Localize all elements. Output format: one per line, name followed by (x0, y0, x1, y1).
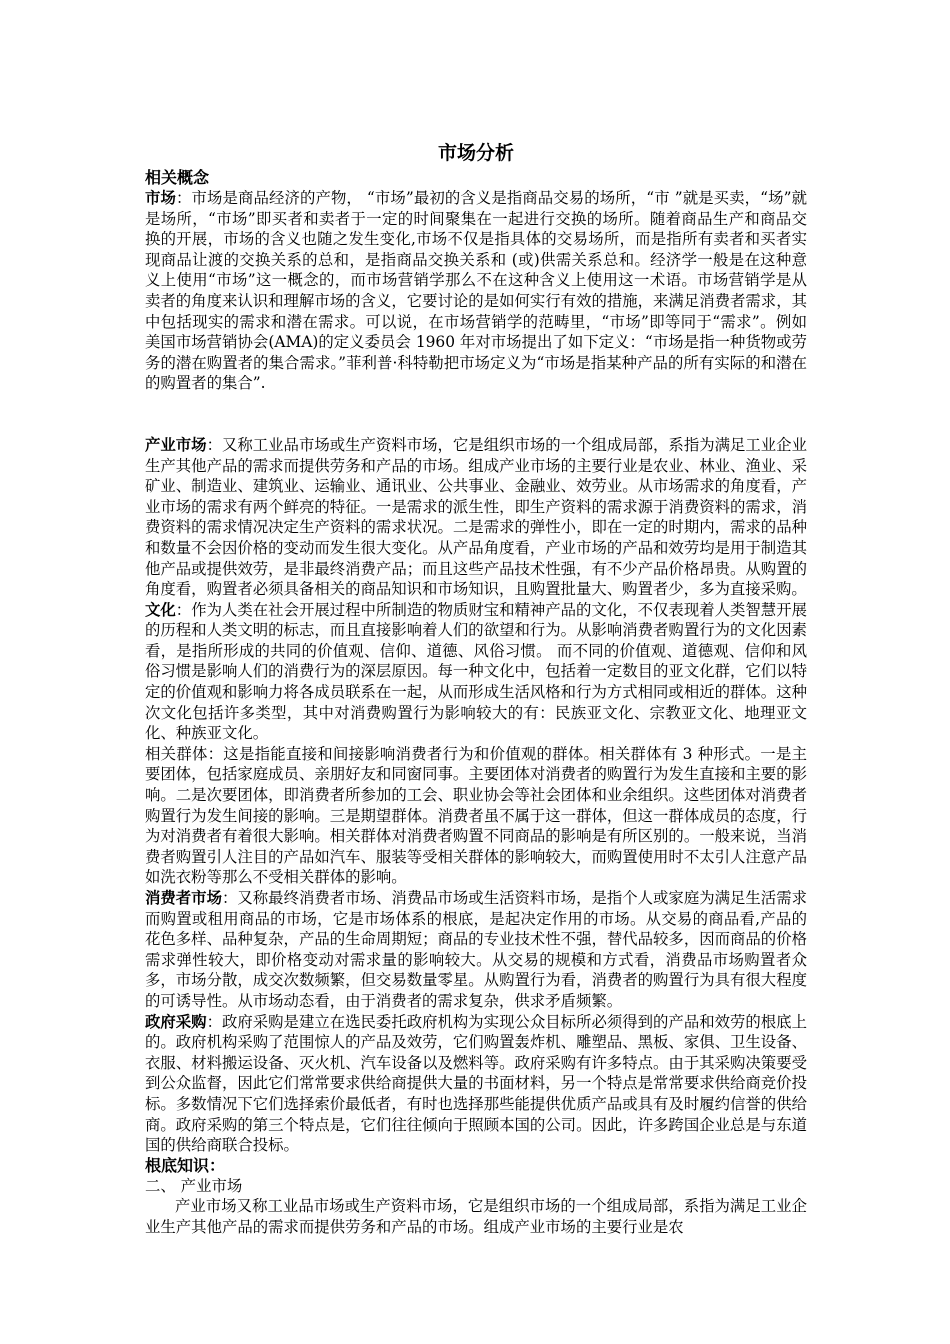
term-consumer-market: 消费者市场 (145, 889, 222, 907)
paragraph-culture (145, 600, 807, 744)
term-government-procurement: 政府采购 (145, 1012, 207, 1031)
paragraph-text: 市场是商品经济的产物， “市场”最初的含义是指商品交易的场所，“市 ”就是买卖，“场”就是场所，“市场”即买者和卖者于一定的时间聚集在一起进行交换的场所。随着商品生产和商品交换的开展，市场的含义也随之发生变化,市场不仅是指具体的交易场所，而是指所有卖者和买者实现商品让渡的交换关系的总和，是指商品交换关系和 (或)供需关系总和。经济学一般是在这种意义上使用“市场”这一概念的，而市场营销学那么不在这种含义上使用这一术语。市场营销学是从卖者的角度来认识和理解市场的含义，它要讨论的是如何实行有效的措施，来满足消费者需求，其中包括现实的需求和潜在需求。可以说，在市场营销学的范畴里，“市场”即等同于“需求”。例如美国市场营销协会(AMA)的定义委员会 1960 年对市场提出了如下定义：“市场是指一种货物或劳务的潜在购置者的集合需求。”菲利普·科特勒把市场定义为“市场是指某种产品的所有实际的和潜在的购置者的集合”. (145, 189, 807, 393)
term-market: 市场 (145, 189, 176, 207)
separator: ： (176, 189, 192, 207)
paragraph-reference-group (145, 744, 807, 888)
paragraph-consumer-market (145, 888, 807, 1012)
term-culture: 文化 (145, 600, 176, 619)
term-industrial-market: 产业市场 (145, 435, 207, 454)
paragraph-text: 政府采购是建立在选民委托政府机构为实现公众目标所必须得到的产品和效劳的根底上的。政府机构采购了范围惊人的产品及效劳，它们购置轰炸机、雕塑品、黑板、家俱、卫生设备、衣服、材料搬运设备、灭火机、汽车设备以及燃料等。政府采购有许多特点。由于其采购决策要受到公众监督，因此它们常常要求供给商提供大量的书面材料，另一个特点是常常要求供给商竞价投标。多数情况下它们选择索价最低者，有时也选择那些能提供优质产品或具有及时履约信誉的供给商。政府采购的第三个特点是，它们往往倾向于照顾本国的公司。因此，许多跨国企业总是与东道国的供给商联合投标。 (145, 1012, 807, 1155)
paragraph-text: 相关群体：这是指能直接和间接影响消费者行为和价值观的群体。相关群体有 3 种形式。一是主要团体，包括家庭成员、亲朋好友和同窗同事。主要团体对消费者的购置行为发生直接和主要的影响。二是次要团体，即消费者所参加的工会、职业协会等社会团体和业余组织。这些团体对消费者购置行为发生间接的影响。三是期望群体。消费者虽不属于这一群体，但这一群体成员的态度，行为对消费者有着很大影响。相关群体对消费者购置不同商品的影响是有所区别的。一般来说，当消费者购置引人注目的产品如汽车、服装等受相关群体的影响较大，而购置使用时不太引人注意产品如洗衣粉等那么不受相关群体的影响。 (145, 744, 807, 887)
paragraph-text: 作为人类在社会开展过程中所制造的物质财宝和精神产品的文化，不仅表现着人类智慧开展的历程和人类文明的标志，而且直接影响着人们的欲望和行为。从影响消费者购置行为的文化因素看，是指所形成的共同的价值观、信仰、道德、风俗习惯。 而不同的价值观、道德观、信仰和风俗习惯是影响人们的消费行为的深层原因。每一种文化中，包括着一定数目的亚文化群，它们以特定的价值观和影响力将各成员联系在一起，从而形成生活风格和行为方式相同或相近的群体。这种次文化包括许多类型，其中对消费购置行为影响较大的有：民族亚文化、宗教亚文化、地理亚文化、种族亚文化。 (145, 600, 807, 743)
list-item-industrial-market: 二、 产业市场 (145, 1176, 243, 1195)
paragraph-text: 又称工业品市场或生产资料市场，它是组织市场的一个组成局部，系指为满足工业企业生产其他产品的需求而提供劳务和产品的市场。组成产业市场的主要行业是农业、林业、渔业、采矿业、制造业、建筑业、运输业、通讯业、公共事业、金融业、效劳业。从市场需求的角度看，产业市场的需求有两个鲜亮的特征。一是需求的派生性，即生产资料的需求源于消费资料的需求，消费资料的需求情况决定生产资料的需求状况。二是需求的弹性小，即在一定的时期内，需求的品种和数量不会因价格的变动而发生很大变化。从产品角度看，产业市场的产品和效劳均是用于制造其他产品或提供效劳，是非最终消费产品；而且这些产品技术性强，有不少产品价格昂贵。从购置的角度看，购置者必须具备相关的商品知识和市场知识，且购置批量大、购置者少，多为直接采购。 (145, 435, 807, 599)
paragraph-gap (145, 394, 807, 435)
document-page (145, 140, 807, 1238)
section-heading-basics: 根底知识： (145, 1155, 226, 1175)
paragraph-text: 又称最终消费者市场、消费品市场或生活资料市场，是指个人或家庭为满足生活需求而购置或租用商品的市场，它是市场体系的根底，是起决定作用的市场。从交易的商品看,产品的花色多样、品种复杂，产品的生命周期短；商品的专业技术性不强，替代品较多，因而商品的价格需求弹性较大，即价格变动对需求量的影响较大。从交易的规模和方式看，消费品市场购置者众多，市场分散，成交次数频繁，但交易数量零星。从购置行为看，消费者的购置行为具有很大程度的可诱导性。从市场动态看，由于消费者的需求复杂，供求矛盾频繁。 (145, 889, 807, 1010)
separator: ： (175, 600, 192, 619)
paragraph-government-procurement (145, 1012, 807, 1156)
separator: ： (206, 1012, 222, 1031)
document-title: 市场分析 (437, 142, 514, 164)
separator: ： (206, 435, 222, 454)
paragraph-market (145, 188, 807, 394)
paragraph-industrial-market (145, 435, 807, 600)
separator: ： (221, 889, 238, 907)
paragraph-final: 产业市场又称工业品市场或生产资料市场，它是组织市场的一个组成局部，系指为满足工业企业生产其他产品的需求而提供劳务和产品的市场。组成产业市场的主要行业是农 (145, 1197, 807, 1236)
section-heading-concepts: 相关概念 (145, 168, 210, 187)
